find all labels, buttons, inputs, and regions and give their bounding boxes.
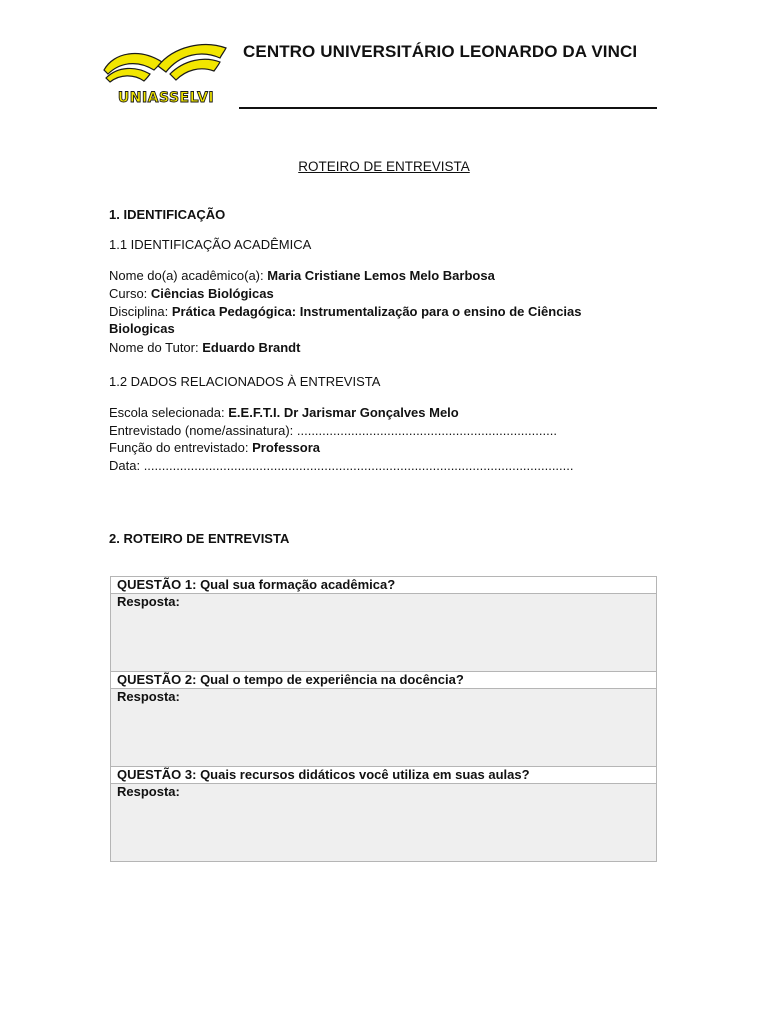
role-row — [109, 439, 320, 456]
tutor-value: Eduardo Brandt — [202, 340, 301, 355]
date-value: ....................................................................................................................... — [143, 458, 574, 473]
school-label: Escola selecionada: — [109, 405, 229, 420]
answer-1: Resposta: — [111, 594, 657, 672]
question-3: QUESTÃO 3: Quais recursos didáticos você utiliza em suas aulas? — [111, 767, 657, 784]
date-label: Data: — [109, 458, 144, 473]
interviewee-row — [109, 422, 557, 439]
course-value: Ciências Biológicas — [150, 286, 274, 301]
course-row — [109, 285, 274, 302]
question-1: QUESTÃO 1: Qual sua formação acadêmica? — [111, 577, 657, 594]
tutor-label: Nome do Tutor: — [109, 340, 203, 355]
tutor-row — [109, 339, 300, 356]
interview-questions-table — [110, 576, 657, 862]
course-label: Curso: — [109, 286, 151, 301]
student-name-row — [109, 267, 495, 284]
document-title: ROTEIRO DE ENTREVISTA — [298, 159, 470, 174]
interviewee-value: ........................................................................ — [296, 423, 557, 438]
discipline-value: Prática Pedagógica: Instrumentalização para o ensino de Ciências Biologicas — [109, 304, 582, 336]
school-row — [109, 404, 459, 421]
answer-3: Resposta: — [111, 784, 657, 862]
institution-name: CENTRO UNIVERSITÁRIO LEONARDO DA VINCI — [243, 42, 638, 61]
section1-heading: 1. IDENTIFICAÇÃO — [109, 207, 226, 222]
interviewee-label: Entrevistado (nome/assinatura): — [109, 423, 297, 438]
logo-text: UNIASSELVI — [117, 90, 215, 106]
role-label: Função do entrevistado: — [109, 440, 253, 455]
section2-heading: 2. ROTEIRO DE ENTREVISTA — [109, 531, 290, 546]
section1-2-heading: 1.2 DADOS RELACIONADOS À ENTREVISTA — [109, 374, 381, 389]
date-row — [109, 457, 574, 474]
student-name-value: Maria Cristiane Lemos Melo Barbosa — [267, 268, 495, 283]
question-2: QUESTÃO 2: Qual o tempo de experiência na docência? — [111, 672, 657, 689]
school-value: E.E.F.T.I. Dr Jarismar Gonçalves Melo — [228, 405, 459, 420]
discipline-row — [109, 303, 639, 337]
student-name-label: Nome do(a) acadêmico(a): — [109, 268, 268, 283]
header-rule — [239, 107, 657, 109]
answer-2: Resposta: — [111, 689, 657, 767]
role-value: Professora — [252, 440, 321, 455]
uniasselvi-logo — [100, 36, 232, 108]
section1-1-heading: 1.1 IDENTIFICAÇÃO ACADÊMICA — [109, 237, 312, 252]
discipline-label: Disciplina: — [109, 304, 172, 319]
